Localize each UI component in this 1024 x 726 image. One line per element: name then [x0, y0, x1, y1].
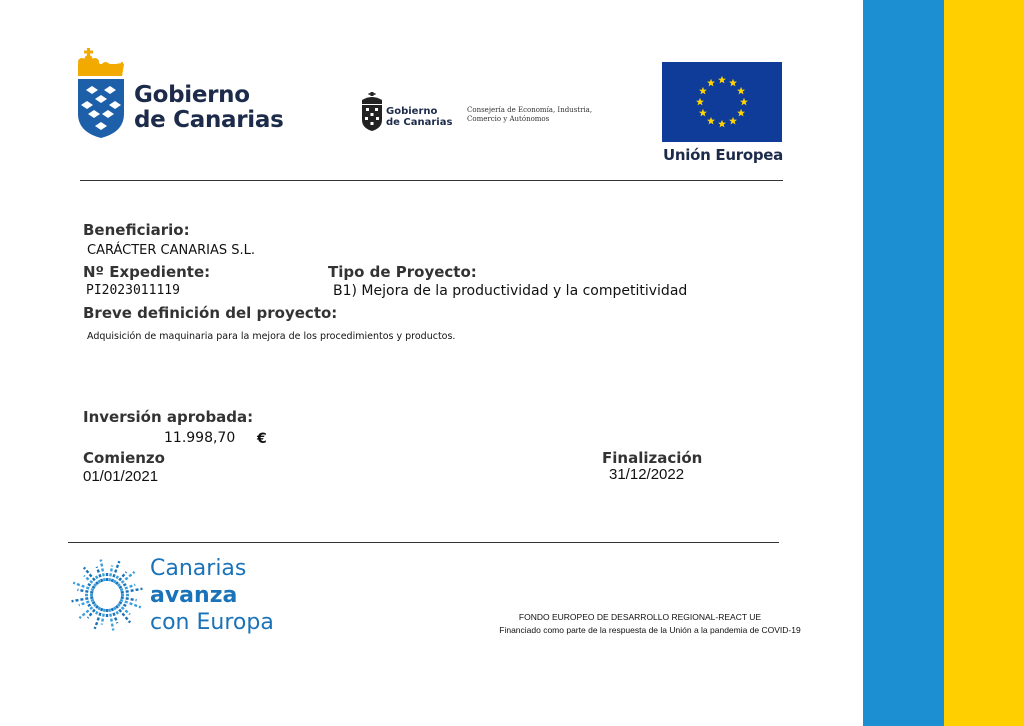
sunburst-ray — [101, 560, 105, 582]
small-wordmark — [386, 106, 452, 128]
definicion-label: Breve definición del proyecto: — [83, 304, 338, 322]
brand-line2-bold: avanza — [150, 583, 238, 608]
side-stripe-blue — [863, 0, 944, 726]
department-line1: Consejería de Economía, Industria, — [467, 106, 593, 114]
beneficiario-value: CARÁCTER CANARIAS S.L. — [87, 243, 256, 258]
sunburst-ray — [73, 583, 94, 591]
small-wordmark-line1: Gobierno — [386, 106, 438, 117]
sunburst-ray — [112, 561, 120, 582]
expediente-label: Nº Expediente: — [83, 263, 211, 281]
sunburst-ray — [72, 597, 94, 601]
beneficiario-label: Beneficiario: — [83, 221, 190, 239]
gobierno-canarias-wordmark — [134, 83, 284, 133]
currency-symbol: € — [257, 431, 267, 447]
definicion-value: Adquisición de maquinaria para la mejora de los procedimientos y productos. — [87, 331, 456, 342]
brand-line2 — [150, 582, 274, 609]
wordmark-line1: Gobierno — [134, 82, 250, 108]
department-line2: Comercio y Autónomos — [467, 115, 550, 123]
eu-label: Unión Europea — [663, 146, 783, 164]
tipo-proyecto-value: B1) Mejora de la productividad y la competitividad — [333, 283, 688, 299]
expediente-value: PI2023011119 — [86, 283, 180, 298]
side-stripe-yellow — [944, 0, 1024, 726]
fund-name: FONDO EUROPEO DE DESARROLLO REGIONAL-REACT UE — [518, 612, 762, 622]
inversion-value: 11.998,70 — [164, 430, 236, 446]
sunburst-ray — [109, 609, 113, 631]
small-wordmark-line2: de Canarias — [386, 117, 453, 128]
department-name — [467, 106, 592, 124]
comienzo-value: 01/01/2021 — [83, 468, 159, 485]
eu-flag-icon — [662, 62, 782, 142]
sunburst-ray — [95, 608, 103, 629]
finalizacion-value: 31/12/2022 — [609, 466, 685, 483]
sunburst-ray — [121, 589, 143, 593]
inversion-label: Inversión aprobada: — [83, 408, 254, 426]
brand-line1: Canarias — [150, 556, 247, 581]
tipo-proyecto-label: Tipo de Proyecto: — [328, 263, 477, 281]
canarias-avanza-wordmark — [150, 555, 274, 636]
sunburst-ray — [120, 600, 141, 608]
top-divider — [80, 180, 783, 181]
fund-description: Financiado como parte de la respuesta de la Unión a la pandemia de COVID-19 — [499, 625, 801, 635]
comienzo-label: Comienzo — [83, 449, 165, 467]
finalizacion-label: Finalización — [602, 449, 703, 467]
brand-line3: con Europa — [150, 610, 274, 635]
wordmark-line2: de Canarias — [134, 107, 284, 133]
bottom-divider — [68, 542, 779, 543]
canarias-avanza-sunburst-logo — [66, 554, 148, 636]
gobierno-canarias-small-shield-logo — [360, 92, 384, 132]
